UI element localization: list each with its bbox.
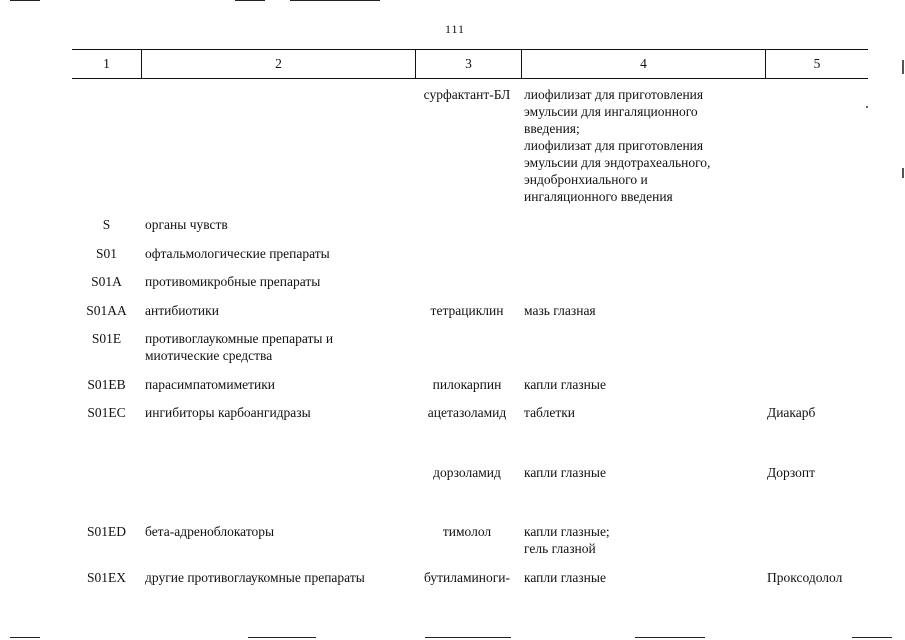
- table-row-name: другие противоглаукомные препараты: [145, 570, 365, 585]
- scan-speck: [866, 106, 868, 108]
- table-row-inn: сурфактант-БЛ: [423, 87, 511, 102]
- scan-edge-line: [635, 637, 705, 638]
- table-row-form: эмульсии для ингаляционного: [524, 104, 698, 119]
- table-row-form: лиофилизат для приготовления: [524, 138, 704, 153]
- table-row-name: противоглаукомные препараты и миотические средства: [145, 331, 334, 363]
- table-row-name: ингибиторы карбоангидразы: [145, 405, 311, 420]
- table-row-brand: Дорзопт: [767, 465, 816, 480]
- table-row-code: S01: [95, 246, 117, 261]
- header-col-1: 1: [103, 56, 110, 71]
- header-col-3: 3: [415, 50, 521, 78]
- table-row-form: капли глазные;: [524, 524, 610, 539]
- table-row-name: антибиотики: [145, 303, 219, 318]
- table-row-code: S01EC: [87, 405, 126, 420]
- table-row-form: капли глазные: [524, 570, 606, 585]
- table-row-inn: тимолол: [442, 524, 492, 539]
- table-row-form: капли глазные: [524, 465, 606, 480]
- table-row-name: парасимпатомиметики: [145, 377, 276, 392]
- table-row-code: S: [102, 217, 111, 232]
- table-row-code: S01E: [91, 331, 122, 346]
- table-row-form: гель глазной: [524, 541, 596, 556]
- table-row-form: эндобронхиального и: [524, 172, 648, 187]
- header-col-4: 4: [521, 50, 765, 78]
- table-row-brand: Проксодолол: [767, 570, 843, 585]
- scan-edge-line: [290, 0, 380, 1]
- table-row-inn: тетрациклин: [430, 303, 504, 318]
- page-number: 111: [444, 22, 466, 36]
- header-col-2: 2: [141, 50, 415, 78]
- table-row-form: лиофилизат для приготовления: [524, 87, 704, 102]
- table-row-name: офтальмологические препараты: [145, 246, 330, 261]
- table-row-form: введения;: [524, 121, 580, 136]
- table-header-row: [72, 49, 868, 79]
- table-row-name: противомикробные препараты: [145, 274, 321, 289]
- table-row-code: S01ED: [86, 524, 126, 539]
- table-row-inn: дорзоламид: [433, 465, 501, 480]
- table-row-form: таблетки: [524, 405, 576, 420]
- scan-edge-line: [425, 637, 511, 638]
- table-row-code: S01A: [91, 274, 122, 289]
- table-row-form: эмульсии для эндотрахеального,: [524, 155, 711, 170]
- table-row-inn: пилокарпин: [432, 377, 502, 392]
- header-col-5: 5: [765, 50, 868, 78]
- table-row-code: S01EB: [87, 377, 126, 392]
- scan-edge-line: [10, 637, 40, 638]
- scan-edge-mark: [902, 60, 904, 74]
- table-row-name: бета-адреноблокаторы: [145, 524, 275, 539]
- table-row-code: S01EX: [86, 570, 126, 585]
- table-row-brand: Диакарб: [767, 405, 816, 420]
- scan-edge-line: [248, 637, 316, 638]
- table-row-inn: ацетазоламид: [427, 405, 507, 420]
- table-row-inn: бутиламиноги-: [424, 570, 510, 585]
- scan-edge-line: [235, 0, 265, 1]
- scan-edge-line: [852, 637, 892, 638]
- table-row-form: мазь глазная: [524, 303, 596, 318]
- scan-edge-line: [10, 0, 40, 1]
- table-row-form: ингаляционного введения: [524, 189, 673, 204]
- scan-edge-mark: [902, 168, 904, 178]
- table-row-code: S01AA: [86, 303, 127, 318]
- table-row-form: капли глазные: [524, 377, 606, 392]
- table-row-name: органы чувств: [145, 217, 228, 232]
